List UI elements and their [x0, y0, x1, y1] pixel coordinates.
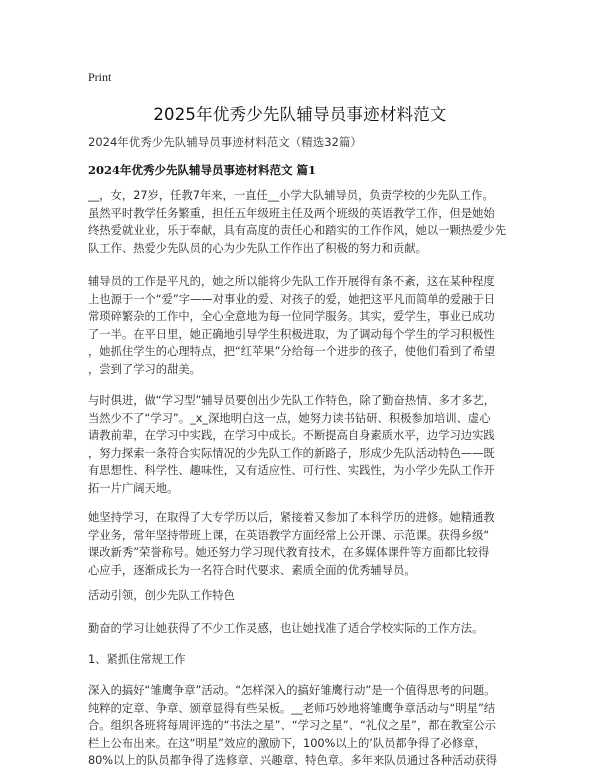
- print-link[interactable]: Print: [88, 70, 112, 84]
- paragraph-line: 终热爱就业业，乐于奉献，具有高度的责任心和踏实的工作作风，她以一颗热爱少先: [88, 224, 506, 237]
- paragraph-2: [88, 273, 520, 378]
- paragraph-line: 80%以上的队员都争得了选修章、兴趣章、特色章。多年来队员通过各种活动获得: [88, 754, 498, 767]
- paragraph-line: 常琐碎繁杂的工作中，全心全意地为每一位同学服务。其实，爱学生，事业已成功: [88, 310, 495, 323]
- paragraph-line: __，女，27岁，任教7年来，一直任__小学大队辅导员，负责学校的少先队工作。: [88, 189, 494, 202]
- paragraph-line: 栏上公布出来。在这“明星”效应的激励下，100%以上的’队员都争得了必修章，: [88, 736, 486, 750]
- paragraph-8: [88, 682, 520, 770]
- paragraph-line: 有思想性、科学性、趣味性，又有适应性、可行性、实践性，为小学少先队工作开: [88, 464, 495, 477]
- paragraph-line: 虽然平时教学任务繁重，担任五年级班主任及两个班级的英语教学工作，但是她始: [88, 206, 495, 220]
- paragraph-line: 当然少不了“学习”。_x_深地明白这一点，她努力读书钻研、积极参加培训、虚心: [88, 411, 491, 425]
- paragraph-line: 课改新秀”荣誉称号。她还努力学习现代教育技术，在多媒体课件等方面都比较得: [88, 546, 490, 559]
- paragraph-line: 上也源于一个“爱”字——对事业的爱、对孩子的爱，她把这平凡而简单的爱融于日: [88, 292, 496, 306]
- paragraph-line: 与时俱进，做“学习型”辅导员要创出少先队工作特色，除了勤奋热情、多才多艺，: [88, 394, 496, 407]
- paragraph-line: 1、紧抓住常规工作: [88, 653, 186, 666]
- paragraph-line: 辅导员的工作是平凡的，她之所以能将少先队工作开展得有条不紊，这在某种程度: [88, 275, 495, 288]
- paragraph-line: 队工作、热爱少先队员的心为少先队工作作出了积极的努力和贡献。: [88, 241, 427, 255]
- paragraph-line: 了一半。在平日里，她正确地引导学生积极进取，为了调动每个学生的学习积极性: [88, 327, 495, 341]
- paragraph-line: 勤奋的学习让她获得了不少工作灵感，也让她找准了适合学校实际的工作方法。: [88, 622, 484, 635]
- paragraph-line: 纯粹的定章、争章、颁章显得有些呆板。__老师巧妙地将雏鹰争章活动与“明星”结: [88, 701, 496, 715]
- paragraph-line: 深入的搞好“雏鹰争章”活动。“怎样深入的搞好雏鹰行动”是一个值得思考的问题。: [88, 684, 496, 697]
- paragraph-line: 请教前辈，在学习中实践，在学习中成长。不断提高自身素质水平，边学习边实践: [88, 429, 495, 442]
- paragraph-line: 拓一片广阔天地。: [88, 481, 179, 495]
- section-heading: 2024年优秀少先队辅导员事迹材料范文 篇1: [88, 163, 317, 177]
- paragraph-line: ，她抓住学生的心理特点，把“红苹果”分给每一个进步的孩子，使他们看到了希望: [88, 345, 496, 358]
- document-subtitle: 2024年优秀少先队辅导员事迹材料范文（精选32篇）: [88, 135, 362, 149]
- paragraph-line: 合。组织各班将每周评选的“书法之星”、“学习之星”、“礼仪之星”，都在教室公示: [88, 719, 496, 732]
- document-title: 2025年优秀少先队辅导员事迹材料范文: [153, 105, 447, 124]
- paragraph-1: [88, 187, 520, 257]
- paragraph-3: [88, 392, 520, 497]
- paragraph-6: [88, 620, 520, 638]
- paragraph-line: ，尝到了学习的甜美。: [88, 362, 201, 376]
- paragraph-line: 活动引领，创少先队工作特色: [88, 589, 235, 602]
- paragraph-5: [88, 587, 520, 605]
- paragraph-4: [88, 509, 520, 579]
- paragraph-line: 学业务，常年坚持带班上课，在英语教学方面经常上公开课、示范课。获得乡级“: [88, 528, 490, 542]
- paragraph-line: 心应手，逐渐成长为一名符合时代要求、素质全面的优秀辅导员。: [88, 563, 416, 577]
- paragraph-line: 她坚持学习，在取得了大专学历以后，紧接着又参加了本科学历的进修。她精通教: [88, 511, 495, 524]
- paragraph-line: ，努力探索一条符合实际情况的少先队工作的新路子，形成少先队活动特色——既: [88, 446, 495, 460]
- paragraph-7: [88, 651, 520, 669]
